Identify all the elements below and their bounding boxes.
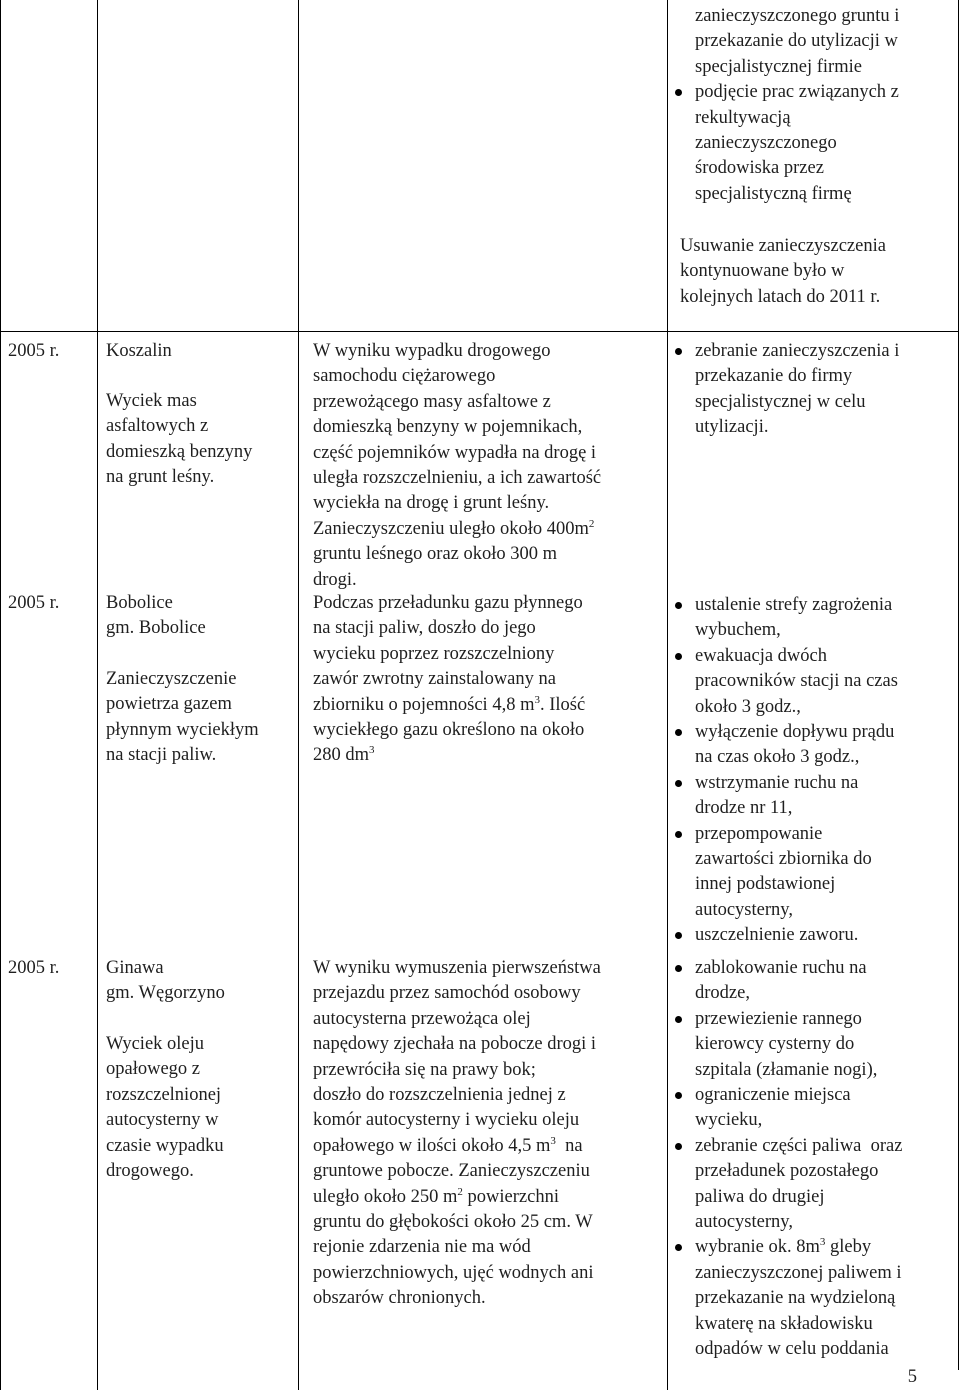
action-item: przepompowanie zawartości zbiornika do innej podstawionej autocysterny, (670, 822, 898, 924)
action-item: ustalenie strefy zagrożenia wybuchem, (670, 593, 898, 644)
row-1-event: Wyciek mas asfaltowych z domieszką benzyny na grunt leśny. (106, 391, 253, 488)
row-1-description: W wyniku wypadku drogowego samochodu ciężarowego przewożącego masy asfaltowe z domieszką benzyny w pojemnikach, część pojemników wypadła na drogę i uległa rozszczelnieniu, a ich zawartość wyciekła na drogę i grunt leśny. Zanieczyszczeniu uległo około $400m^2$ gruntu leśnego oraz około 300 m drogi. (313, 341, 602, 590)
action-item: ograniczenie miejsca wycieku, (670, 1083, 902, 1134)
row-3-year: 2005 r. (8, 958, 60, 978)
row-1-actions (670, 339, 899, 441)
table-col-divider-2 (298, 0, 299, 1390)
top-actions-cell (695, 4, 899, 207)
row-1-location: Koszalin (106, 341, 172, 361)
table-row-divider (0, 331, 959, 332)
row-2-description: Podczas przeładunku gazu płynnego na stacji paliw, doszło do jego wycieku poprzez rozszczelniony zawór zwrotny zainstalowany na zbiorniku o pojemności 4,8 $m^3$. Ilość wyciekłego gazu określono na około 280 $dm^3$ (313, 593, 586, 766)
row-2-actions (670, 593, 898, 949)
action-item: ewakuacja dwóch pracowników stacji na czas około 3 godz., (670, 644, 898, 720)
action-item: uszczelnienie zaworu. (670, 923, 898, 948)
row-3-description: W wyniku wymuszenia pierwszeństwa przejazdu przez samochód osobowy autocysterna przewożąca olej napędowy zjechała na pobocze drogi i przewróciła się na prawy bok; doszło do rozszczelnienia jednej z komór autocysterny i wycieku oleju opałowego w ilości około 4,5 $m^3$ na gruntowe pobocze. Zanieczyszczeniu uległo około 250 $m^2$ powierzchni gruntu do głębokości około 25 cm. W rejonie zdarzenia nie ma wód powierzchniowych, ujęć wodnych ani obszarów chronionych. (313, 958, 601, 1309)
row-2-year: 2005 r. (8, 593, 60, 613)
table-border-left (0, 0, 1, 1390)
action-item: zablokowanie ruchu na drodze, (670, 956, 902, 1007)
top-bullet-continuation: zanieczyszczonego gruntu i przekazanie do utylizacji w specjalistycznej firmie (695, 6, 900, 77)
row-3-actions (670, 956, 902, 1363)
action-item: wstrzymanie ruchu na drodze nr 11, (670, 771, 898, 822)
table-border-right (958, 0, 959, 1370)
row-2-location: Bobolice gm. Bobolice (106, 593, 206, 639)
table-col-divider-3 (667, 0, 668, 1390)
row-3-event: Wyciek oleju opałowego z rozszczelnionej autocysterny w czasie wypadku drogowego. (106, 1034, 224, 1182)
row-3-location: Ginawa gm. Węgorzyno (106, 958, 225, 1004)
action-item: wyłączenie dopływu prądu na czas około 3 godz., (670, 720, 898, 771)
page-number: 5 (907, 1367, 917, 1387)
action-item: zebranie części paliwa oraz przeładunek pozostałego paliwa do drugiej autocysterny, (670, 1134, 902, 1236)
table-col-divider-1 (97, 0, 98, 1390)
action-item: wybranie ok. $8m^3$ gleby zanieczyszczonej paliwem i przekazanie na wydzieloną kwaterę na składowisku odpadów w celu poddania (670, 1235, 902, 1362)
row-2-event: Zanieczyszczenie powietrza gazem płynnym wyciekłym na stacji paliw. (106, 669, 259, 766)
action-item: zebranie zanieczyszczenia i przekazanie do firmy specjalistycznej w celu utylizacji. (670, 339, 899, 441)
top-action-item: podjęcie prac związanych z rekultywacją zanieczyszczonego środowiska przez specjalistyczną firmę (670, 80, 899, 207)
top-note: Usuwanie zanieczyszczenia kontynuowane było w kolejnych latach do 2011 r. (680, 236, 886, 307)
row-1-year: 2005 r. (8, 341, 60, 361)
action-item: przewiezienie rannego kierowcy cysterny do szpitala (złamanie nogi), (670, 1007, 902, 1083)
